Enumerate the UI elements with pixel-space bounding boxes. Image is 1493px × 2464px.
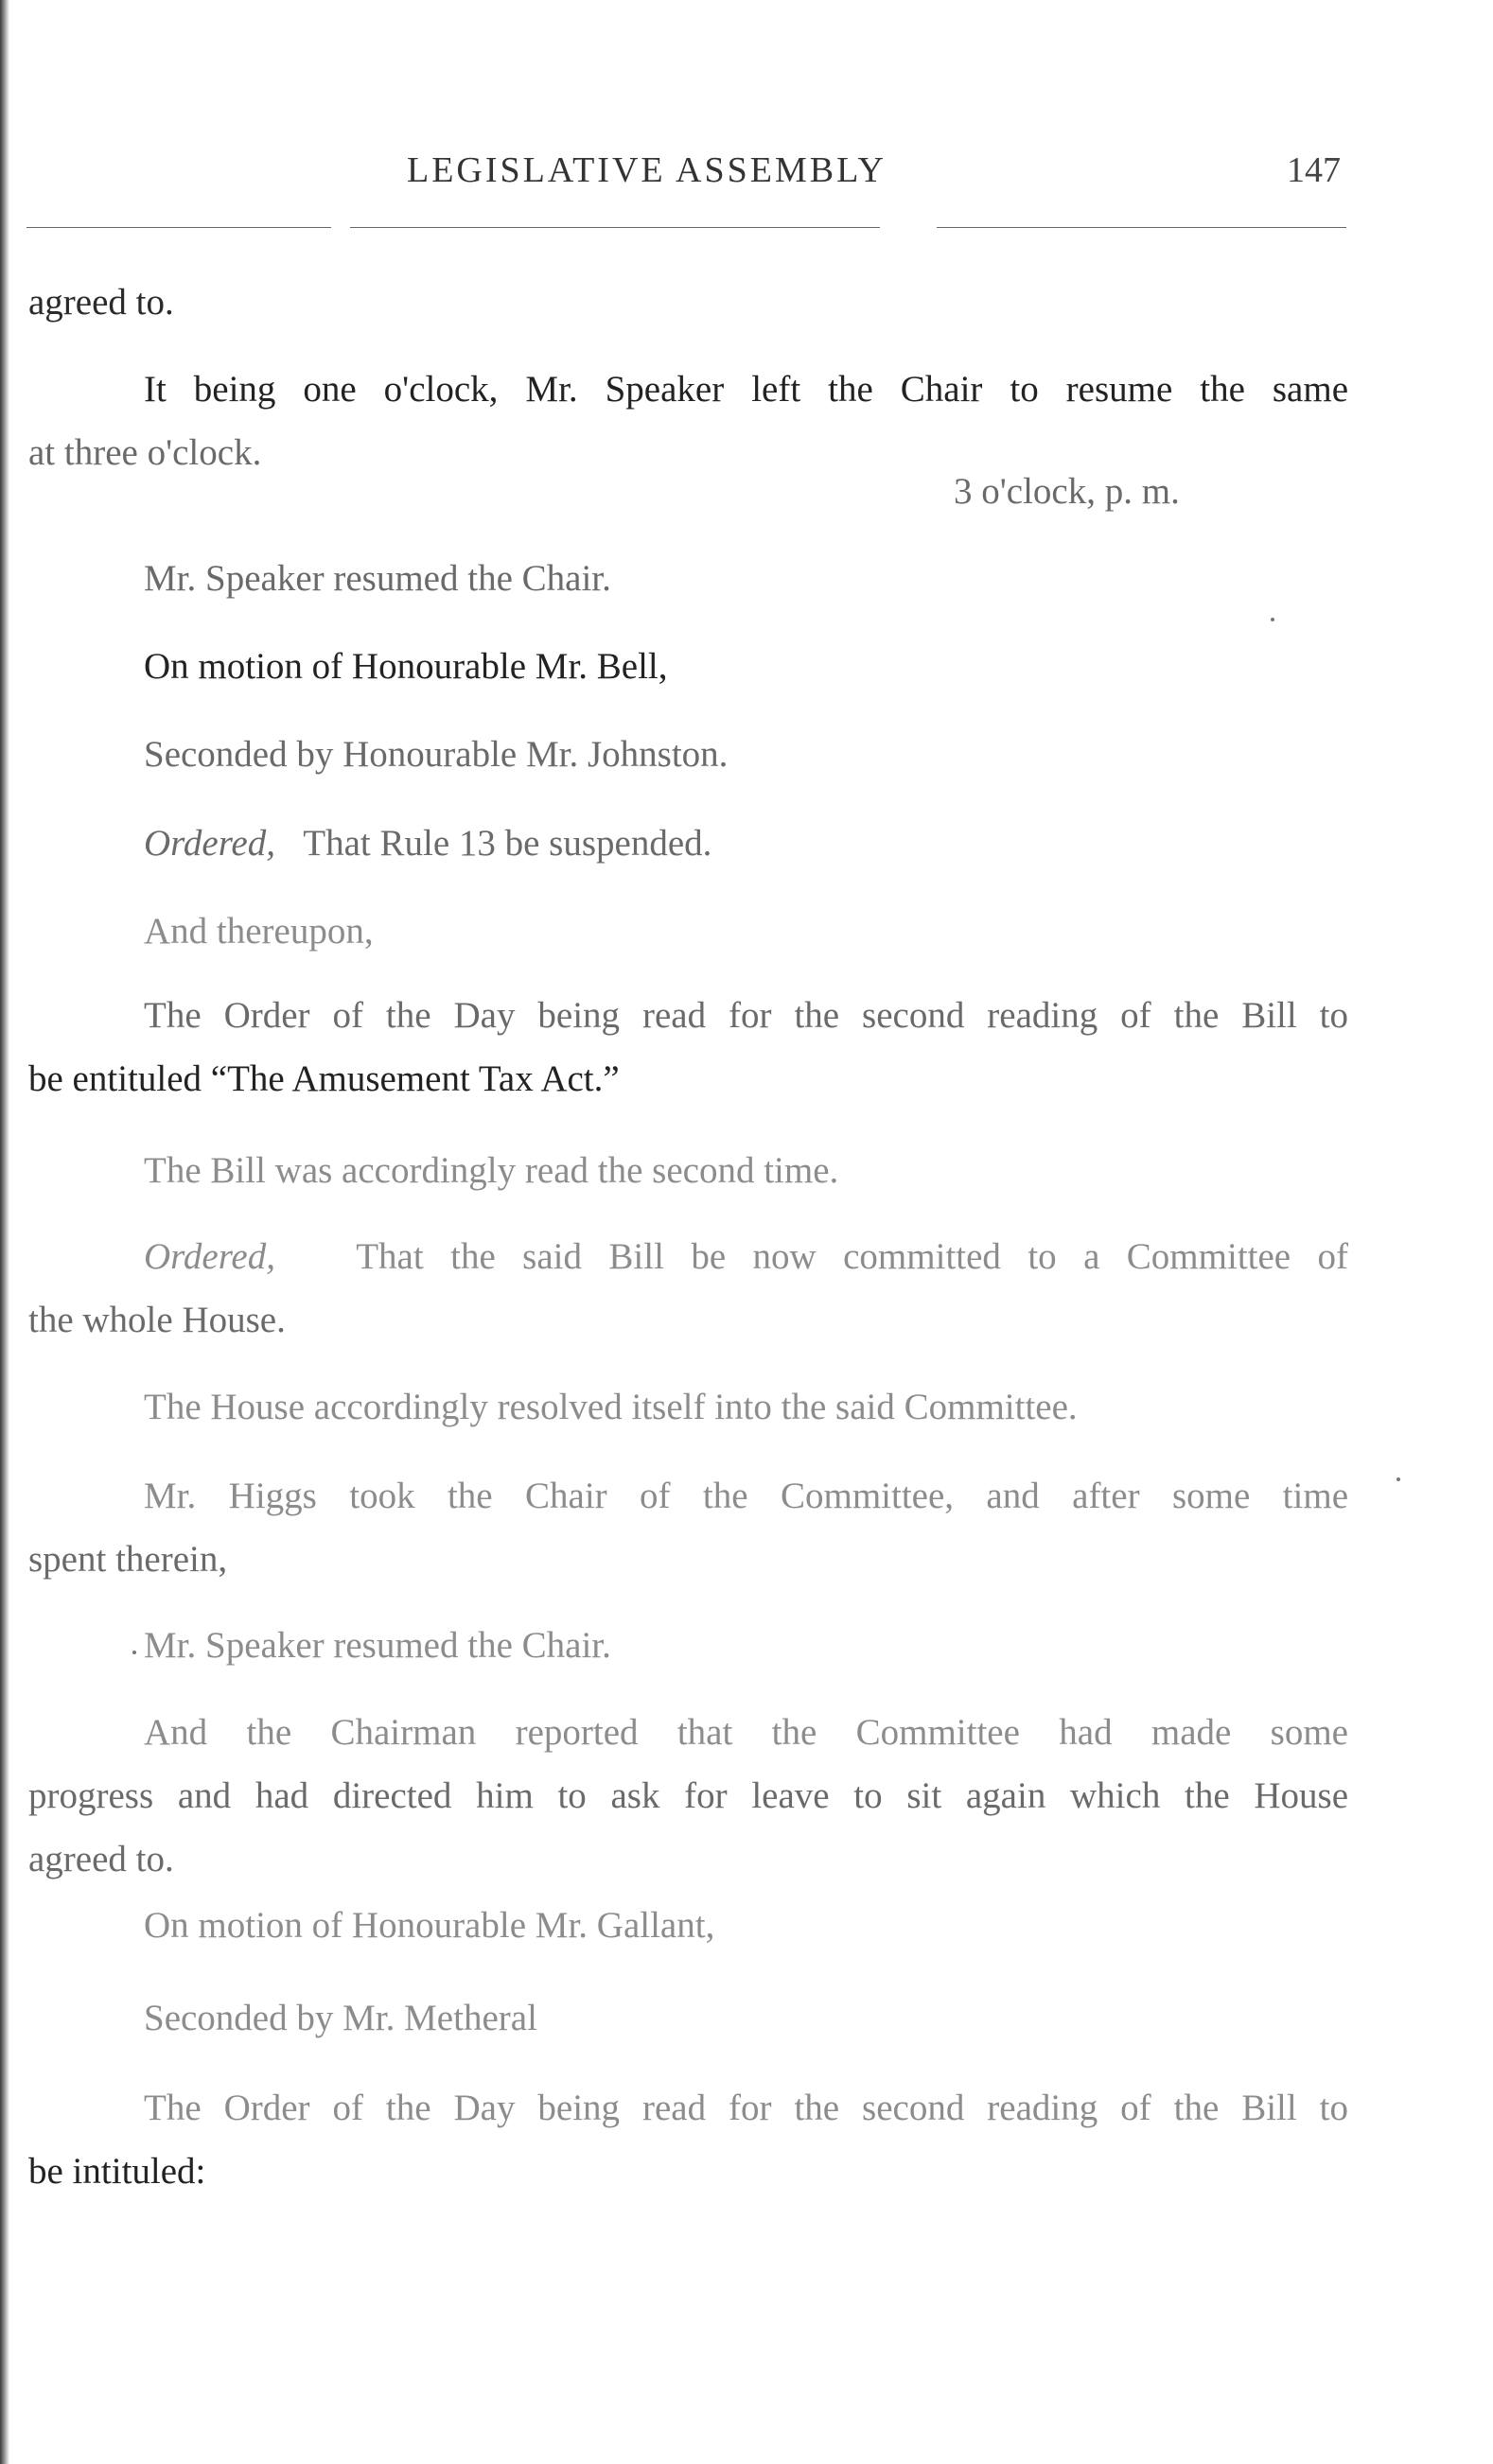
- paragraph-line: The Order of the Day being read for the second reading of the Bill to: [144, 995, 1348, 1036]
- paragraph-line: progress and had directed him to ask for leave to sit again which the House: [28, 1775, 1348, 1816]
- time-stamp: 3 o'clock, p. m.: [954, 471, 1180, 512]
- header-rule: [26, 227, 1346, 228]
- paragraph-line: That the said Bill be now committed to a Committee of: [356, 1236, 1349, 1277]
- page-binding-shadow: [0, 0, 9, 2464]
- print-speck: [1396, 1477, 1400, 1481]
- paragraph-line: be entituled “The Amusement Tax Act.”: [28, 1058, 620, 1099]
- paragraph-adjournment: [28, 358, 1348, 484]
- paragraph-line: Mr. Higgs took the Chair of the Committee, and after some time: [144, 1476, 1348, 1516]
- paragraph-line: The House accordingly resolved itself into the said Committee.: [144, 1387, 1078, 1427]
- page-header: [0, 149, 1493, 206]
- seconded-line: Seconded by Honourable Mr. Johnston.: [144, 734, 729, 775]
- header-rule-break: [331, 225, 350, 230]
- ordered-label: Ordered,: [144, 823, 275, 864]
- print-speck: [1271, 618, 1274, 621]
- page-number: 147: [1287, 150, 1341, 190]
- paragraph-line: at three o'clock.: [28, 432, 262, 473]
- paragraph-line: The Order of the Day being read for the second reading of the Bill to: [144, 2088, 1348, 2128]
- paragraph-line: And thereupon,: [144, 911, 374, 952]
- paragraph-line: Mr. Speaker resumed the Chair.: [144, 558, 611, 599]
- ordered-label: Ordered,: [144, 1236, 275, 1277]
- paragraph-line: Mr. Speaker resumed the Chair.: [144, 1625, 611, 1666]
- paragraph-committee-chair: [28, 1464, 1348, 1591]
- print-speck: [132, 1651, 136, 1654]
- paragraph-line: be intituled:: [28, 2151, 206, 2192]
- paragraph-line: the whole House.: [28, 1300, 286, 1340]
- motion-line: On motion of Honourable Mr. Gallant,: [144, 1905, 715, 1946]
- ordered-text: That Rule 13 be suspended.: [303, 823, 712, 864]
- paragraph-second-reading: [28, 2076, 1348, 2203]
- paragraph-ordered-committed: [28, 1225, 1348, 1352]
- motion-line: On motion of Honourable Mr. Bell,: [144, 646, 668, 687]
- paragraph-line: agreed to.: [28, 1839, 174, 1879]
- paragraph-line: And the Chairman reported that the Committee had made some: [144, 1712, 1348, 1753]
- paragraph-line: spent therein,: [28, 1539, 228, 1580]
- paragraph-order-of-day: [28, 984, 1348, 1110]
- seconded-line: Seconded by Mr. Metheral: [144, 1998, 537, 2038]
- continued-text: agreed to.: [28, 282, 174, 323]
- running-title: LEGISLATIVE ASSEMBLY: [407, 150, 887, 190]
- paragraph-line: It being one o'clock, Mr. Speaker left the Chair to resume the same: [144, 369, 1348, 410]
- ordered-line: [144, 825, 711, 862]
- header-rule-break: [880, 225, 937, 230]
- paragraph-chairman-report: [28, 1701, 1348, 1891]
- paragraph-line: The Bill was accordingly read the second time.: [144, 1150, 839, 1191]
